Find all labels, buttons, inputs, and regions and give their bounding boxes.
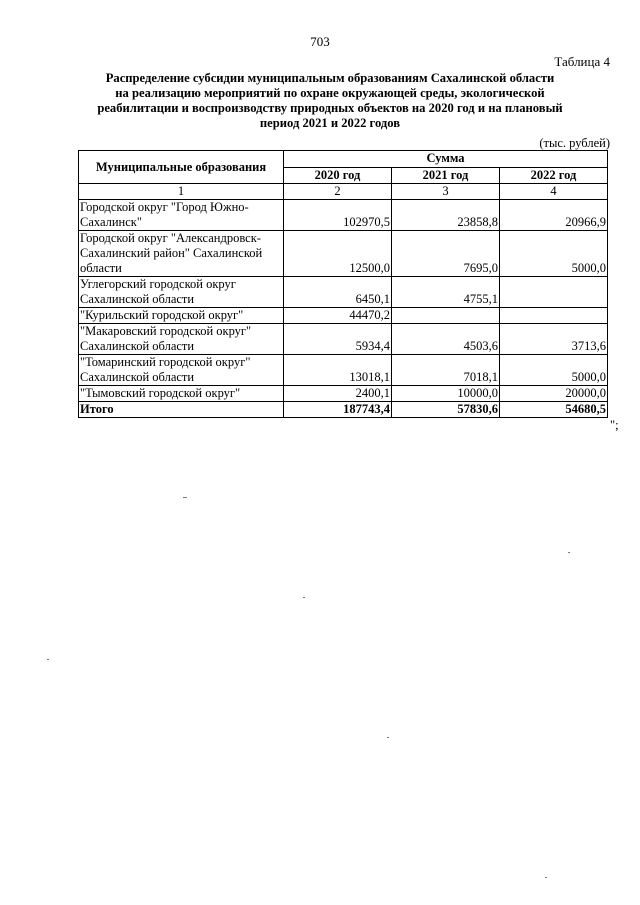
closing-quote-mark: ";: [610, 418, 619, 432]
value-2022: 5000,0: [500, 355, 608, 386]
scan-speck: [183, 497, 187, 498]
table-row: [79, 200, 608, 231]
header-year-2020: 2020 год: [284, 167, 392, 184]
column-number: 2: [284, 184, 392, 200]
value-2021: 7018,1: [392, 355, 500, 386]
value-2021: 7695,0: [392, 231, 500, 277]
total-label: Итого: [79, 402, 284, 418]
table-row: [79, 231, 608, 277]
column-number: 3: [392, 184, 500, 200]
table-row: [79, 308, 608, 324]
value-2022: [500, 308, 608, 324]
document-title: [60, 71, 600, 131]
value-2021: 4503,6: [392, 324, 500, 355]
title-line: реабилитации и воспроизводству природных объектов на 2020 год и на плановый: [97, 101, 563, 115]
value-2021: 4755,1: [392, 277, 500, 308]
scan-speck: [387, 737, 389, 738]
table-row: [79, 386, 608, 402]
page-number: 703: [310, 34, 330, 49]
value-2020: 13018,1: [284, 355, 392, 386]
units-note: (тыс. рублей): [539, 136, 610, 150]
total-2020: 187743,4: [284, 402, 392, 418]
scan-speck: [568, 552, 570, 553]
scan-speck: [47, 659, 49, 660]
title-line: на реализацию мероприятий по охране окружающей среды, экологической: [115, 86, 545, 100]
title-line: Распределение субсидии муниципальным образованиям Сахалинской области: [105, 71, 555, 85]
municipality-name: Городской округ "Город Южно-Сахалинск": [79, 200, 284, 231]
value-2020: 12500,0: [284, 231, 392, 277]
title-line: период 2021 и 2022 годов: [259, 116, 401, 130]
municipality-name: Углегорский городской округ Сахалинской области: [79, 277, 284, 308]
municipality-name: Городской округ "Александровск-Сахалинский район" Сахалинской области: [79, 231, 284, 277]
column-number: 4: [500, 184, 608, 200]
value-2020: 6450,1: [284, 277, 392, 308]
value-2021: [392, 308, 500, 324]
value-2021: 23858,8: [392, 200, 500, 231]
subsidy-table: [78, 150, 608, 418]
municipality-name: "Макаровский городской округ" Сахалинской области: [79, 324, 284, 355]
value-2020: 5934,4: [284, 324, 392, 355]
total-2021: 57830,6: [392, 402, 500, 418]
table-label: Таблица 4: [554, 54, 610, 69]
header-year-2021: 2021 год: [392, 167, 500, 184]
scan-speck: [545, 877, 547, 878]
value-2022: 5000,0: [500, 231, 608, 277]
column-number: 1: [79, 184, 284, 200]
value-2022: 20000,0: [500, 386, 608, 402]
value-2022: 3713,6: [500, 324, 608, 355]
value-2022: [500, 277, 608, 308]
value-2021: 10000,0: [392, 386, 500, 402]
table-row: [79, 324, 608, 355]
header-sum: Сумма: [284, 151, 608, 168]
total-2022: 54680,5: [500, 402, 608, 418]
table-row: [79, 277, 608, 308]
total-row: [79, 402, 608, 418]
header-year-2022: 2022 год: [500, 167, 608, 184]
municipality-name: "Томаринский городской округ" Сахалинской области: [79, 355, 284, 386]
value-2020: 2400,1: [284, 386, 392, 402]
municipality-name: "Тымовский городской округ": [79, 386, 284, 402]
header-municipality: Муниципальные образования: [79, 151, 284, 184]
value-2020: 102970,5: [284, 200, 392, 231]
municipality-name: "Курильский городской округ": [79, 308, 284, 324]
table-row: [79, 355, 608, 386]
value-2020: 44470,2: [284, 308, 392, 324]
scan-speck: [303, 597, 305, 598]
value-2022: 20966,9: [500, 200, 608, 231]
